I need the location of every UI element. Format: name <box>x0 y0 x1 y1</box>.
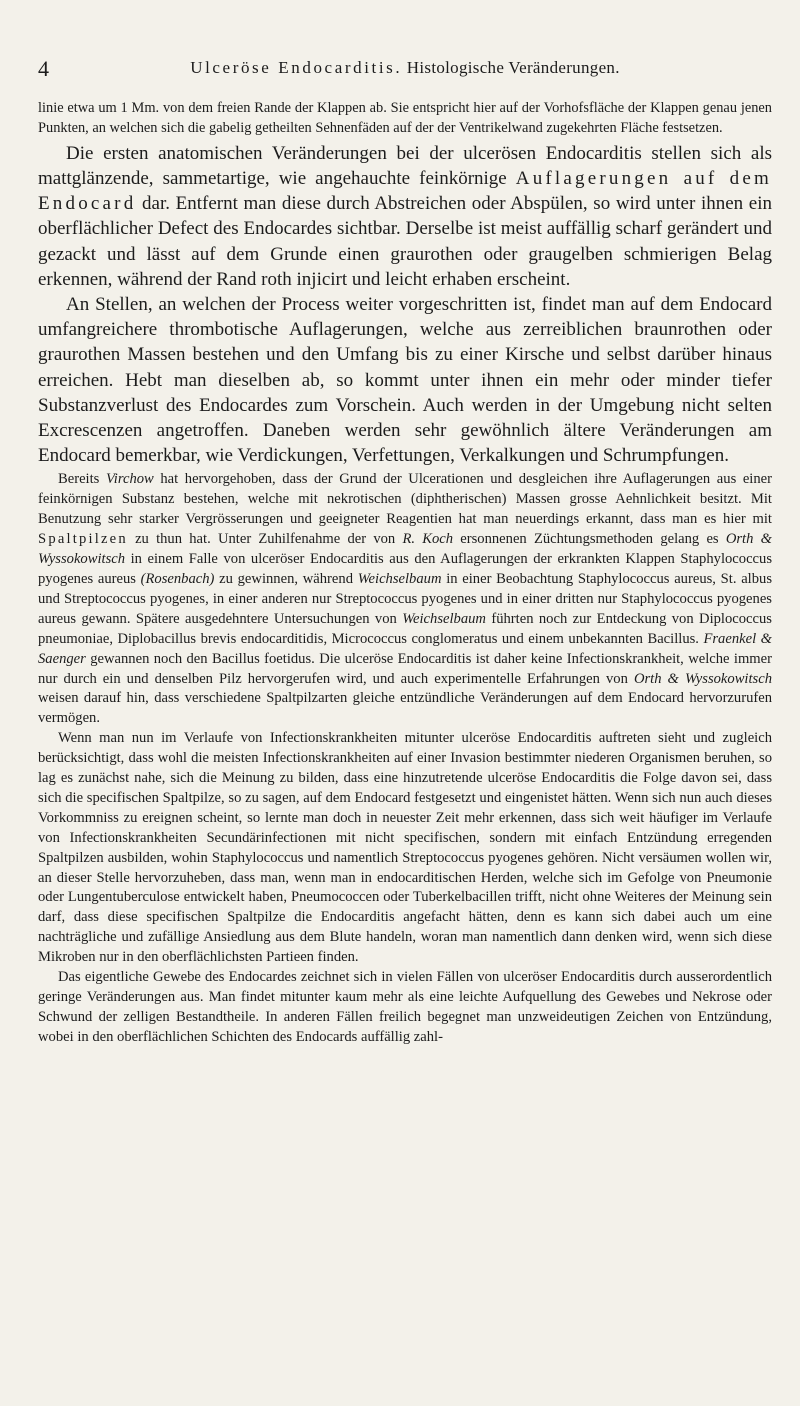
text-run: ersonnenen Züchtungsmethoden gelang es <box>453 531 726 548</box>
page-number: 4 <box>38 56 49 81</box>
page-header <box>38 56 772 86</box>
text-run: in einer Beobachtung Staphylococcus aureus, St. albus und Streptococcus pyogenes, in einer anderen nur Streptococcus pyogenes und in einer dritten nur Staphylococcus pyogenes aureus gewann. Spätere ausgedehntere Untersuchungen von <box>38 570 773 627</box>
author-name: Virchow <box>105 471 154 488</box>
para2-spaced-term: Auflagerungen auf dem Endocard <box>38 168 772 215</box>
text-run: weisen darauf hin, dass verschiedene Spaltpilzarten gleiche entzündliche Veränderungen auf dem Endocard hervorzurufen vermögen. <box>38 690 772 727</box>
author-name: Weichselbaum <box>402 610 486 627</box>
text-run: in einem Falle von ulceröser Endocarditis aus den Auflagerungen der erkrankten Klappen Staphylococcus pyogenes aureus <box>38 551 772 587</box>
paragraph-bacteria <box>38 470 772 729</box>
text-run: zu thun hat. Unter Zuhilfenahme der von <box>127 531 403 548</box>
author-name: Orth & Wyssokowitsch <box>633 670 772 687</box>
text-run: führten noch zur Entdeckung von Diplococcus pneumoniae, Diplobacillus brevis endocarditidis, Micrococcus conglomeratus und einem unbekannten Bacillus. <box>38 610 772 647</box>
paragraph-thrombotic-deposits: An Stellen, an welchen der Process weiter vorgeschritten ist, findet man auf dem Endocard umfangreichere thrombotische Auflagerungen, welche aus zerreiblichen braunrothen oder graurothen Massen bestehen und den Umfang bis zu einer Kirsche und selbst darüber hinaus erreichen. Hebt man dieselben ab, so kommt unter ihnen ein mehr oder minder tiefer Substanzverlust des Endocardes zum Vorschein. Auch werden in der Umgebung nicht selten Excrescenzen angetroffen. Daneben werden sehr gewöhnlich ältere Veränderungen am Endocard bemerkbar, wie Verdickungen, Verfettungen, Verkalkungen und Schrumpfungen. <box>38 294 772 467</box>
para2-text-b: dar. Entfernt man diese durch Abstreichen oder Abspülen, so wird unter ihnen ein oberflächlicher Defect des Endocardes sichtbar. Derselbe ist meist auffällig scharf gerändert und gezackt und lässt auf dem Grunde einen graurothen oder graugelben schmierigen Belag erkennen, während der Rand roth injicirt und leicht erhaben erscheint. <box>38 193 772 290</box>
author-name: Fraenkel & Saenger <box>38 630 772 667</box>
author-name: Orth & Wyssokowitsch <box>38 531 772 568</box>
text-run: zu gewinnen, während <box>214 570 358 587</box>
paragraph-infection: Wenn man nun im Verlaufe von Infectionskrankheiten mitunter ulceröse Endocarditis auftreten sieht und zugleich berücksichtigt, dass wohl die meisten Infectionskrankheiten auf einer Invasion bestimmter niederen Organismen beruhen, so lag es zunächst nahe, sich die Meinung zu bilden, dass eine hinzutretende ulceröse Endocarditis die Folge davon sei, dass sich die specifischen Spaltpilze, so zu sagen, auf dem Endocard festgesetzt und eingenistet hätten. Wenn sich nun auch dieses Vorkommniss zu ereignen scheint, so lernte man doch in neuester Zeit mehr erkennen, dass sich weit häufiger im Verlaufe von Infectionskrankheiten Secundärinfectionen mit nicht specifischen, sondern mit einfach Entzündung erregenden Spaltpilzen ausbilden, wohin Staphylococcus und namentlich Streptococcus pyogenes gehören. Nicht versäumen wollen wir, an dieser Stelle hervorzuheben, dass man, wenn man in endocarditischen Herden, welche sich im Gefolge von Pneumonie oder Lungentuberculose entwickelt haben, Pneumococcen oder Tuberkelbacillen trifft, nicht ohne Weiteres der Meinung sein darf, dass diese specifischen Spaltpilze die Endocarditis angefacht hätten, denn es kann sich dabei auch um eine nachträgliche und zufällige Ansiedlung aus dem Blute handeln, woran man namentlich dann denken wird, wenn sich diese Mikroben nur in den oberflächlichsten Partieen finden. <box>38 730 772 966</box>
paragraph-continuation: linie etwa um 1 Mm. von dem freien Rande der Klappen ab. Sie entspricht hier auf der Vorhofsfläche der Klappen genau jenen Punkten, an welchen sich die gabelig getheilten Sehnenfäden auf der der Ventrikelwand zugekehrten Fläche festsetzen. <box>38 100 772 137</box>
body-text <box>38 98 772 1048</box>
author-name: R. Koch <box>402 531 454 548</box>
para2-text-a: Die ersten anatomischen Veränderungen bei der ulcerösen Endocarditis stellen sich als mattglänzende, sammetartige, wie angehauchte feinkörnige <box>38 142 772 190</box>
author-name: Weichselbaum <box>357 570 442 587</box>
running-head-spaced: Ulceröse Endocarditis. <box>190 58 403 77</box>
text-run: hat hervorgehoben, dass der Grund der Ulcerationen und desgleichen ihre Auflagerungen aus einer feinkörnigen Substanz bestehen, welche mit nekrotischen (diphtherischen) Massen grosse Aehnlichkeit besitzt. Mit Benutzung sehr starker Vergrösserungen und geeigneter Reagentien hat man neuerdings erkannt, dass man es hier mit <box>38 471 772 528</box>
running-head-rest: Histologische Veränderungen. <box>402 58 620 77</box>
book-page <box>38 0 772 1406</box>
text-run: Bereits <box>58 471 106 488</box>
author-name: (Rosenbach) <box>140 570 215 587</box>
text-run: gewannen noch den Bacillus foetidus. Die ulceröse Endocarditis ist daher keine Infectionskrankheit, welche immer nur durch ein und denselben Pilz hervorgerufen wird, und auch experimentelle Erfahrungen von <box>38 650 772 687</box>
spaced-term: Spaltpilzen <box>38 531 128 548</box>
running-head <box>38 58 772 78</box>
paragraph-tissue: Das eigentliche Gewebe des Endocardes zeichnet sich in vielen Fällen von ulceröser Endocarditis durch ausserordentlich geringe Veränderungen aus. Man findet mitunter kaum mehr als eine leichte Aufquellung des Gewebes und Nekrose oder Schwund der zelligen Bestandtheile. In anderen Fällen freilich begegnet man unzweideutigen Zeichen von Entzündung, wobei in den oberflächlichen Schichten des Endocards auffällig zahl- <box>38 969 772 1045</box>
paragraph-anatomical-changes <box>38 141 772 292</box>
